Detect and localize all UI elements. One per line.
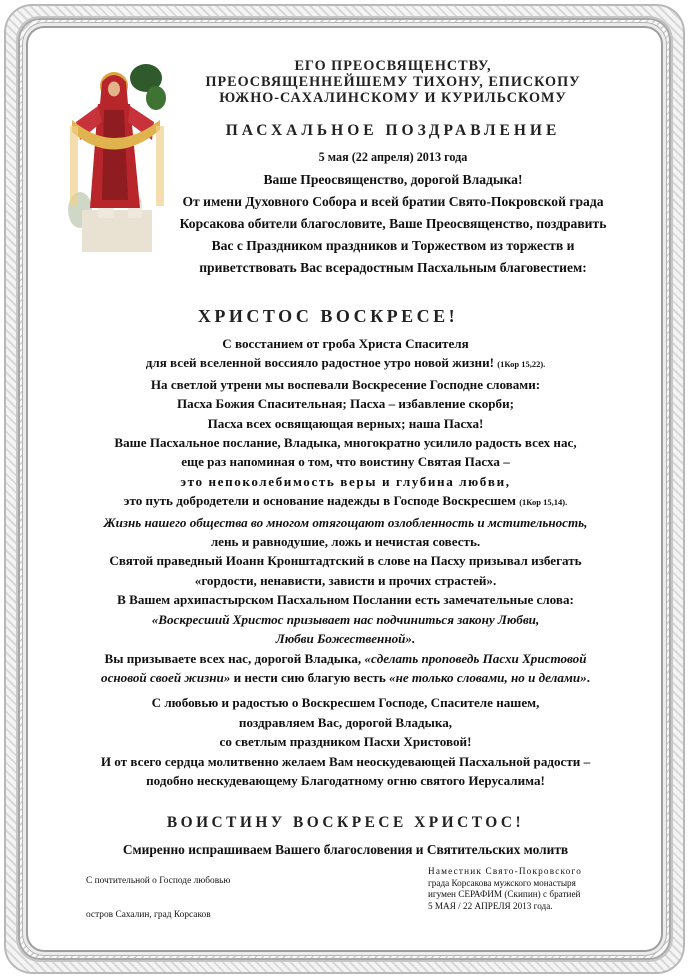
scripture-ref: (1Кор 15,22).: [497, 359, 546, 370]
greeting-line: От имени Духовного Собора и всей братии Свято-Покровской града: [182, 194, 604, 209]
body-line: В Вашем архипастырском Пасхальном Послании есть замечательные слова:: [117, 592, 574, 608]
body-line: Ваше Пасхальное послание, Владыка, многократно усилило радость всех нас,: [114, 435, 577, 451]
addressee-line: ЕГО ПРЕОСВЯЩЕНСТВУ,: [294, 58, 492, 74]
quote-line: Любви Божественной».: [275, 631, 416, 647]
addressee-line: ПРЕОСВЯЩЕННЕЙШЕМУ ТИХОНУ, ЕПИСКОПУ: [205, 74, 581, 90]
date-line: 5 мая (22 апреля) 2013 года: [318, 150, 468, 164]
body-line: Жизнь нашего общества во многом отягощают озлобленность и мстительность,: [103, 514, 588, 530]
theotokos-icon-graphic: [68, 60, 168, 260]
quote-text: «не только словами, но и делами»: [389, 669, 587, 685]
body-line: [38, 668, 653, 687]
place-line: остров Сахалин, град Корсаков: [86, 910, 211, 920]
body-line: На светлой утрени мы воспевали Воскресение Господне словами:: [150, 376, 541, 392]
body-text: Вы призываете всех нас, дорогой Владыка,: [104, 650, 365, 666]
body-text: для всей вселенной воссияло радостное утро новой жизни!: [145, 355, 494, 371]
body-line: С любовью и радостью о Воскресшем Господе, Спасителе нашем,: [151, 695, 540, 711]
body-line: Святой праведный Иоанн Кронштадтский в слове на Пасху призывал избегать: [109, 553, 582, 569]
body-line: Пасха всех освящающая верных; наша Пасха!: [207, 415, 484, 431]
body-line: [38, 649, 653, 668]
address-line: Ваше Преосвященство, дорогой Владыка!: [263, 172, 523, 187]
greeting-line: приветствовать Вас всерадостным Пасхальным благовестием:: [199, 260, 587, 275]
letter-content: [38, 38, 653, 942]
body-line: Пасха Божия Спасительная; Пасха – избавление скорби;: [176, 396, 515, 412]
letter-body: [38, 334, 653, 790]
body-line: подобно нескудевающему Благодатному огню святого Иерусалима!: [146, 772, 545, 788]
signature-left: С почтительной о Господе любовью: [86, 876, 231, 886]
body-line: И от всего сердца молитвенно желаем Вам неоскудевающей Пасхальной радости –: [100, 753, 591, 769]
body-line: С восстанием от гроба Христа Спасителя: [222, 336, 469, 351]
signature-line: Наместник Свято-Покровского: [428, 866, 583, 876]
quote-text: «сделать проповедь Пасхи Христовой: [364, 650, 587, 666]
body-line: со светлым праздником Пасхи Христовой!: [219, 734, 472, 750]
body-line: это непоколебимость веры и глубина любви,: [180, 473, 511, 489]
signature-line: игумен СЕРАФИМ (Скипин) с братией: [428, 889, 581, 900]
body-text: .: [586, 669, 590, 685]
signature-line: града Корсакова мужского монастыря: [428, 877, 576, 888]
greeting-title: ПАСХАЛЬНОЕ ПОЗДРАВЛЕНИЕ: [225, 122, 561, 139]
addressee-block: [158, 58, 628, 279]
signature-date: 5 МАЯ / 22 АПРЕЛЯ 2013 года.: [428, 900, 553, 911]
body-line: [38, 353, 653, 374]
body-line: «гордости, ненависти, зависти и прочих страстей».: [194, 572, 497, 588]
closing-title: ВОИСТИНУ ВОСКРЕСЕ ХРИСТОС!: [166, 814, 525, 831]
quote-text: основой своей жизни»: [101, 669, 231, 685]
main-title: ХРИСТОС ВОСКРЕСЕ!: [197, 306, 459, 326]
signature-block: [428, 866, 638, 912]
addressee-line: ЮЖНО-САХАЛИНСКОМУ И КУРИЛЬСКОМУ: [219, 90, 567, 106]
greeting-line: Корсакова обители благословите, Ваше Преосвященство, поздравить: [179, 216, 607, 231]
body-line: лень и равнодушие, ложь и нечистая совесть.: [210, 534, 481, 550]
body-text: это путь добродетели и основание надежды в Господе Воскресшем: [123, 493, 516, 509]
theotokos-icon: [68, 60, 168, 260]
greeting-line: Вас с Праздником праздников и Торжеством из торжеств и: [211, 238, 575, 253]
scripture-ref: (1Кор 15,14).: [519, 497, 568, 508]
closing-line: Смиренно испрашиваем Вашего благословения и Святительских молитв: [122, 842, 569, 857]
body-line: еще раз напоминая о том, что воистину Святая Пасха –: [181, 454, 510, 470]
body-line: [38, 491, 653, 512]
body-text: и нести сию благую весть: [230, 669, 390, 685]
quote-line: «Воскресший Христос призывает нас подчиниться закону Любви,: [151, 611, 540, 627]
body-line: поздравляем Вас, дорогой Владыка,: [238, 714, 453, 730]
